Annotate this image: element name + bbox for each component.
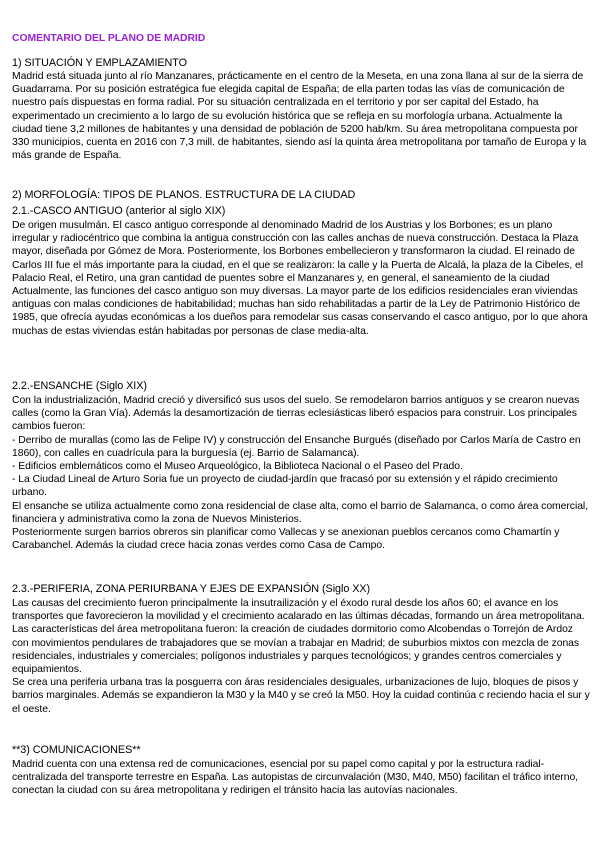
section-3-text: Madrid cuenta con una extensa red de comunicaciones, esencial por su papel como capital y por la estructura radial-centralizada del transporte terrestre en España. Las autopistas de circunvalación (M30, M40, M50) facilitan el tráfico interno, conectan la ciudad con su área metropolitana y redirigen el tránsito hacia las autovías nacionales. (12, 759, 579, 797)
paragraph: Con la industrialización, Madrid creció y diversificó sus usos del suelo. Se remodelaron barrios antiguos y se crearon nuevas calles (como la Gran Vía). Además la desamortización de tierras eclesiásticas liberó espacios para construir. Los principales cambios fueron: (12, 395, 580, 433)
paragraph: Se crea una periferia urbana tras la posguerra con áras residenciales desiguales, urbanizaciones de lujo, bloques de pisos y barrios marginales. Además se expandieron la M30 y la M40 y se creó la M50. Hoy la cuidad continúa c reciendo hacia el sur y el oeste. (12, 677, 590, 715)
subsection-2-2-body (12, 394, 592, 552)
section-3-paragraph (12, 758, 592, 798)
paragraph: Las causas del crecimiento fueron principalmente la insutrailización y el éxodo rural desde los años 60; el avance en los transportes que favorecieron la movilidad y el crecimiento acalarado en las últimas décadas, formando un área metropolitana. Las características del área metropolitana fueron: la creación de ciudades dormitorio como Alcobendas o Torrejón de Ardoz con movimientos pendulares de trabajadores que se movían a trabajar en Madrid; de suburbios mixtos con mezcla de zonas residenciales, industriales y comerciales; polígonos industriales y parques tecnológicos; y grandes centros comerciales y equipamientos. (12, 598, 585, 676)
list-item: - Edificios emblemáticos como el Museo Arqueológico, la Biblioteca Nacional o el Paseo del Prado. (12, 461, 463, 473)
subsection-2-3-heading: 2.3.-PERIFERIA, ZONA PERIURBANA Y EJES DE EXPANSIÓN (Siglo XX) (12, 583, 371, 595)
paragraph: Actualmente, las funciones del casco antiguo son muy diversas. La mayor parte de los edificios residenciales eran viviendas antiguas con malas condiciones de habitabilidad; muchas han sido rehabilitadas a partir de la Ley de Patrimonio Histórico de 1985, que ofrecía ayudas económicas a los dueños para remodelar sus casas conservando el casco antiguo, por lo que ahora muchas de estas viviendas están habitadas por personas de clase media-alta. (12, 286, 588, 337)
section-3-heading: **3) COMUNICACIONES** (12, 744, 141, 756)
section-2-heading: 2) MORFOLOGÍA: TIPOS DE PLANOS. ESTRUCTURA DE LA CIUDAD (12, 189, 356, 201)
paragraph: El ensanche se utiliza actualmente como zona residencial de clase alta, como el barrio de Salamanca, o como área comercial, financiera y administrativa como la zona de Nuevos Ministerios. (12, 500, 589, 525)
list-item: - Derribo de murallas (como las de Felipe IV) y construcción del Ensanche Burgués (diseñado por Carlos María de Castro en 1860), con calles en cuadrícula para la burguesía (ej. Barrio de Salamanca). (12, 434, 581, 459)
list-item: - La Ciudad Lineal de Arturo Soria fue un proyecto de ciudad-jardín que fracasó por su extensión y el rápido crecimiento urbano. (12, 474, 558, 499)
section-1-text: Madrid está situada junto al río Manzanares, prácticamente en el centro de la Meseta, en una zona llana al sur de la sierra de Guadarrama. Por su posición estratégica fue elegida capital de España; de ella parten todas las vías de comunicación de nuestro país dispuestas en forma radial. Por su situación centralizada en el territorio y por ser capital del Estado, ha experimentado un crecimiento a lo largo de su evolución histórica que se refleja en su morfología urbana. Actualmente la ciudad tiene 3,2 millones de habitantes y una densidad de población de 5200 hab/km. Su área metropolitana compuesta por 330 municipios, cuenta en 2016 con 7,3 mill. de habitantes, siendo así la quinta área metropolitana por tamaño de Europa y la más grande de España. (12, 71, 587, 162)
section-1-paragraph (12, 70, 592, 162)
section-1-heading: 1) SITUACIÓN Y EMPLAZAMIENTO (12, 57, 187, 69)
subsection-2-1-body (12, 219, 592, 338)
subsection-2-2-heading: 2.2.-ENSANCHE (Siglo XIX) (12, 380, 147, 392)
document-title: COMENTARIO DEL PLANO DE MADRID (12, 33, 206, 44)
paragraph: Posteriormente surgen barrios obreros sin planificar como Vallecas y se anexionan pueblos cercanos como Chamartín y Carabanchel. Además la ciudad crece hacia zonas verdes como Casa de Campo. (12, 527, 560, 552)
subsection-2-1-heading: 2.1.-CASCO ANTIGUO (anterior al siglo XIX) (12, 205, 226, 217)
paragraph: De origen musulmán. El casco antiguo corresponde al denominado Madrid de los Austrias y los Borbones; es un plano irregular y radiocéntrico que combina la antigua construcción con las calles anchas de nueva construcción. Destaca la Plaza mayor, diseñada por Gómez de Mora. Posteriormente, los Borbones embellecieron y transformaron la ciudad. El reinado de Carlos III fue el más importante para la ciudad, en el que se realizaron: la calle y la Puerta de Alcalá, la plaza de la Cibeles, el Palacio Real, el Retiro, una gran cantidad de puentes sobre el Manzanares y, en general, el saneamiento de la ciudad (12, 220, 583, 284)
subsection-2-3-body (12, 597, 592, 716)
